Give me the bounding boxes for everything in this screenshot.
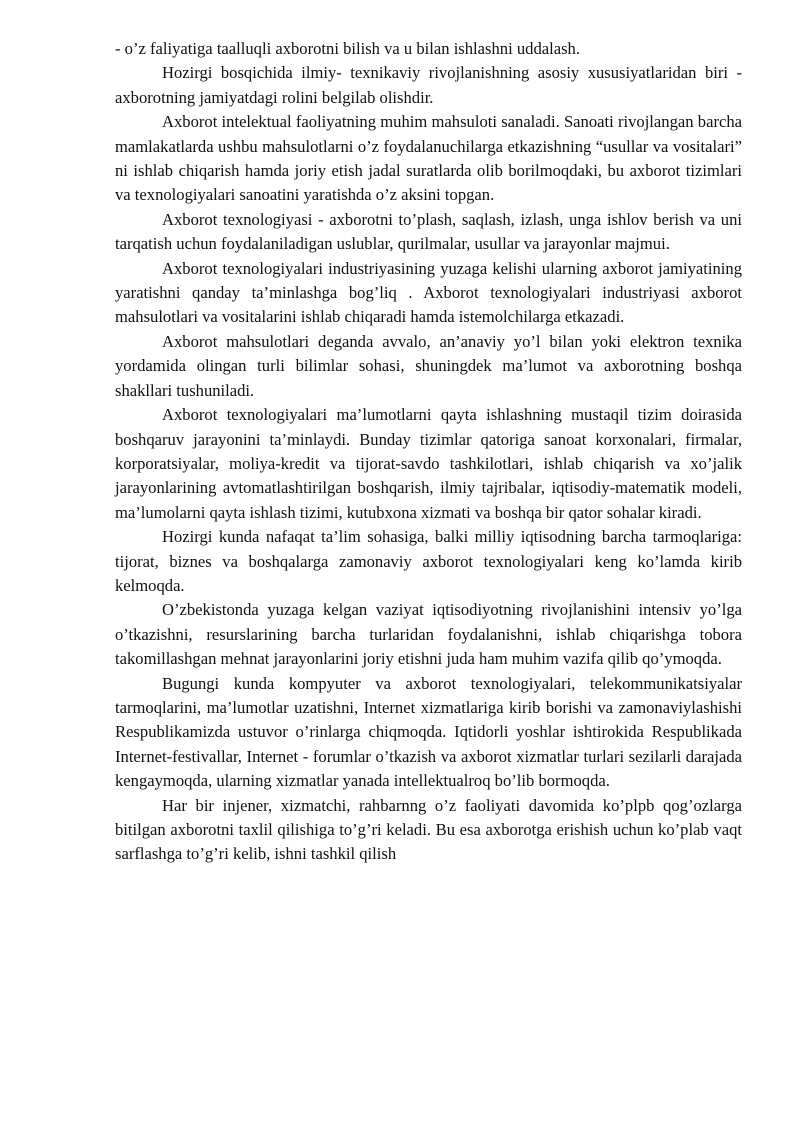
paragraph: Bugungi kunda kompyuter va axborot texnologiyalari, telekommunikatsiyalar tarmoqlarini, ma’lumotlar uzatishni, Internet xizmatlariga kirib borishi va zamonaviylashishi Respublikamizda ustuvor o’rinlarga chiqmoqda. Iqtidorli yoshlar ishtirokida Respublikada Internet-festivallar, Internet - forumlar o’tkazish va axborot xizmatlar turlari sezilarli darajada kengaymoqda, ularning xizmatlar yanada intellektualroq bo’lib bormoqda. bbox=[115, 673, 742, 791]
paragraph: - o’z faliyatiga taalluqli axborotni bilish va u bilan ishlashni uddalash. bbox=[115, 39, 580, 58]
paragraph: Axborot texnologiyalari ma’lumotlarni qayta ishlashning mustaqil tizim doirasida boshqaruv jarayonini ta’minlaydi. Bunday tizimlar qatoriga sanoat korxonalari, firmalar, korporatsiyalar, moliya-kredit va tijorat-savdo tashkilotlari, ishlab chiqarish va xo’jalik jarayonlarining avtomatlashtirilgan boshqarish, ilmiy tajribalar, iqtisodiy-matematik modeli, ma’lumolarni qayta ishlash tizimi, kutubxona xizmati va boshqa bir qator sohalar kiradi. bbox=[115, 405, 742, 522]
paragraph: Axborot texnologiyasi - axborotni to’plash, saqlash, izlash, unga ishlov berish va uni tarqatish uchun foydalaniladigan uslublar, qurilmalar, usullar va jarayonlar majmui. bbox=[115, 209, 742, 254]
paragraph: Hozirgi bosqichida ilmiy- texnikaviy rivojlanishning asosiy xususiyatlaridan biri - axborotning jamiyatdagi rolini belgilab olishdir. bbox=[115, 63, 742, 107]
document-page bbox=[115, 37, 742, 867]
paragraph: O’zbekistonda yuzaga kelgan vaziyat iqtisodiyotning rivojlanishini intensiv yo’lga o’tkazishni, resurslarining barcha turlaridan foydalanishni, ishlab chiqarishga tobora takomillashgan mehnat jarayonlarini joriy etishni juda ham muhim vazifa qilib qo’ymoqda. bbox=[115, 600, 742, 669]
paragraph: Hozirgi kunda nafaqat ta’lim sohasiga, balki milliy iqtisodning barcha tarmoqlariga: tijorat, biznes va boshqalarga zamonaviy axborot texnologiyalari keng ko’lamda kirib kelmoqda. bbox=[115, 527, 742, 595]
paragraph: Har bir injener, xizmatchi, rahbarnng o’z faoliyati davomida ko’plpb qog’ozlarga bitilgan axborotni taxlil qilishiga to’g’ri keladi. Bu esa axborotga erishish uchun ko’plab vaqt sarflashga to’g’ri kelib, ishni tashkil qilish bbox=[115, 795, 742, 864]
paragraph: Axborot texnologiyalari industriyasining yuzaga kelishi ularning axborot jamiyatining yaratishni qanday ta’minlashga bog’liq . Axborot texnologiyalari industriyasi axborot mahsulotlari va vositalarini ishlab chiqaradi hamda istemolchilarga etkazadi. bbox=[115, 258, 742, 327]
paragraph: Axborot intelektual faoliyatning muhim mahsuloti sanaladi. Sanoati rivojlangan barcha mamlakatlarda ushbu mahsulotlarni o’z foydalanuchilarga etkazishning “usullar va vositalari” ni ishlab chiqarish hamda joriy etish jadal suratlarda olib borilmoqdaki, bu axborot tizimlari va texnologiyalari sanoatini yaratishda o’z aksini topgan. bbox=[115, 112, 742, 205]
paragraph: Axborot mahsulotlari deganda avvalo, an’anaviy yo’l bilan yoki elektron texnika yordamida olingan turli bilimlar sohasi, shuningdek ma’lumot va axborotning boshqa shakllari tushuniladi. bbox=[115, 331, 742, 400]
